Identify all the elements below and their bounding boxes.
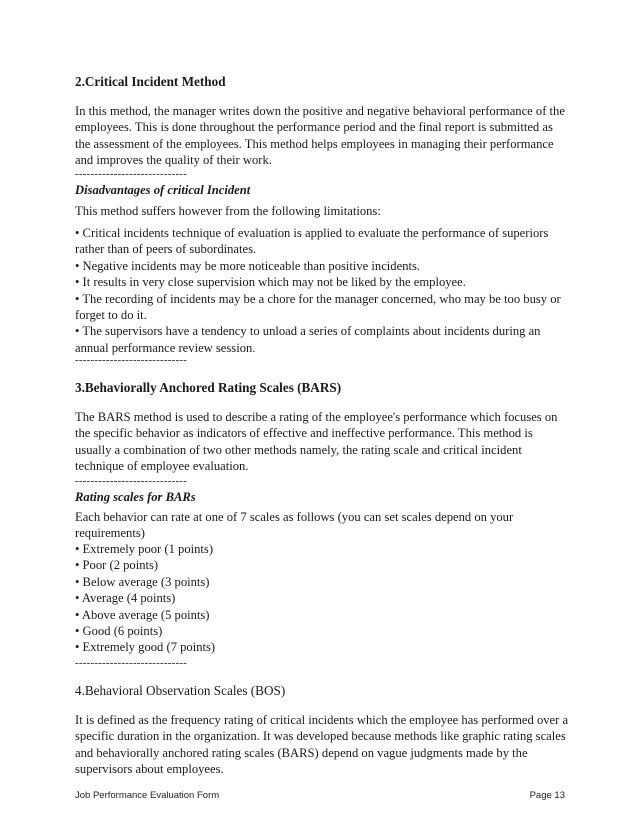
- section-4-heading: 4.Behavioral Observation Scales (BOS): [75, 683, 286, 698]
- disadvantages-intro: This method suffers however from the following limitations:: [75, 204, 381, 218]
- list-item: • Poor (2 points): [75, 558, 159, 573]
- list-item: • The supervisors have a tendency to unload a series of complaints about incidents during an annual performance review session.: [75, 324, 541, 355]
- list-item: • Above average (5 points): [75, 607, 210, 622]
- list-item: • Critical incidents technique of evaluation is applied to evaluate the performance of superiors rather than of peers of subordinates.: [75, 226, 549, 257]
- divider: -----------------------------: [75, 354, 188, 366]
- section-2-heading: 2.Critical Incident Method: [75, 74, 226, 89]
- section-3-body: The BARS method is used to describe a rating of the employee's performance which focuses on the specific behavior as indicators of effective and ineffective performance. This method is usually a combination of two other methods namely, the rating scale and critical incident technique of employee evaluation.: [75, 410, 558, 474]
- list-item: • Good (6 points): [75, 624, 163, 639]
- list-item: • Extremely good (7 points): [75, 640, 216, 655]
- divider: -----------------------------: [75, 475, 188, 487]
- page-number: Page 13: [529, 790, 565, 801]
- section-4-body: It is defined as the frequency rating of critical incidents which the employee has performed over a specific duration in the organization. It was developed because methods like graphic rating scales and behaviorally anchored rating scales (BARS) depend on vague judgments made by the supervisors about employees.: [75, 713, 569, 777]
- list-item: • Below average (3 points): [75, 574, 210, 589]
- page-footer: [75, 790, 565, 801]
- footer-title: Job Performance Evaluation Form: [75, 790, 220, 801]
- rating-intro: Each behavior can rate at one of 7 scales as follows (you can set scales depend on your requirements): [75, 510, 514, 541]
- disadvantages-list: [75, 225, 570, 356]
- list-item: • Extremely poor (1 points): [75, 542, 214, 556]
- section-3-heading: 3.Behaviorally Anchored Rating Scales (BARS): [75, 380, 342, 395]
- list-item: • It results in very close supervision which may not be liked by the employee.: [75, 275, 466, 290]
- disadvantages-heading: Disadvantages of critical Incident: [75, 183, 251, 197]
- section-2-body: In this method, the manager writes down the positive and negative behavioral performance of the employees. This is done throughout the performance period and the final report is submitted as the assessment of the employees. This method helps employees in managing their performance and improves the quality of their work.: [75, 104, 565, 168]
- rating-scales-list: [75, 541, 570, 656]
- list-item: • The recording of incidents may be a chore for the manager concerned, who may be too busy or forget to do it.: [75, 291, 561, 323]
- divider: -----------------------------: [75, 657, 188, 669]
- list-item: • Average (4 points): [75, 591, 176, 606]
- list-item: • Negative incidents may be more noticeable than positive incidents.: [75, 258, 421, 273]
- divider: -----------------------------: [75, 168, 188, 180]
- rating-scales-heading: Rating scales for BARs: [75, 490, 196, 504]
